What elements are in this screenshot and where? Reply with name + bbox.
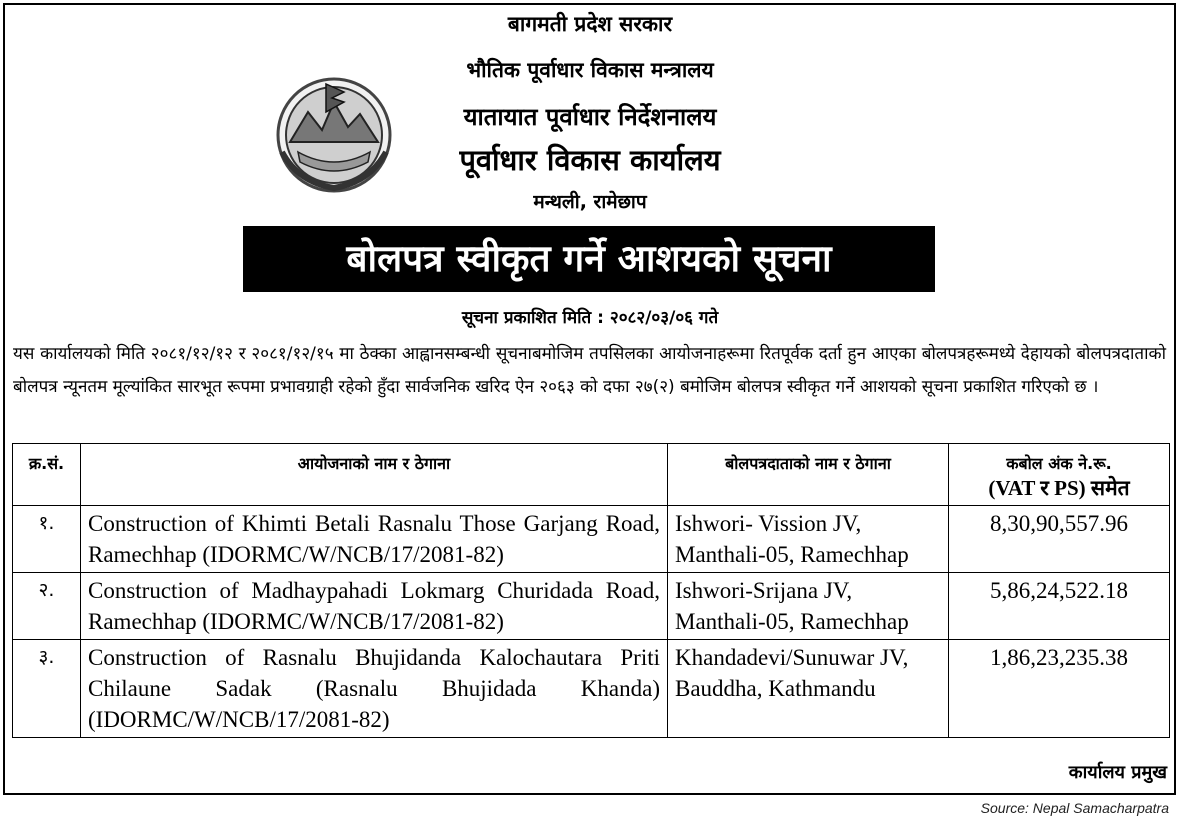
notice-body: यस कार्यालयको मिति २०८१/१२/१२ र २०८१/१२/१५ मा ठेक्का आह्वानसम्बन्धी सूचनाबमोजिम तपसिलका आयोजनाहरूमा रितपूर्वक दर्ता हुन आएका बोलपत्रहरूमध्ये देहायको बोलपत्रदाताको बोलपत्र न्यूनतम मूल्यांकित सारभूत रूपमा प्रभावग्राही रहेको हुँदा सार्वजनिक खरिद ऐन २०६३ को दफा २७(२) बमोजिम बोलपत्र स्वीकृत गर्ने आशयको सूचना प्रकाशित गरिएको छ । (13, 344, 1166, 397)
row-bidder (668, 640, 949, 738)
row-project: Construction of Madhaypahadi Lokmarg Churidada Road, Ramechhap (IDORMC/W/NCB/17/2081-82) (81, 573, 668, 640)
header-amount-sub: (VAT र PS) समेत (988, 476, 1130, 500)
row-amount: 8,30,90,557.96 (949, 506, 1170, 573)
row-bidder (668, 573, 949, 640)
row-bidder (668, 506, 949, 573)
row-amount: 5,86,24,522.18 (949, 573, 1170, 640)
header-sn: क्र.सं. (13, 444, 81, 506)
bidder-address: Bauddha, Kathmandu (675, 676, 876, 701)
header-location: मन्थली, रामेछाप (533, 191, 647, 213)
bidder-name: Khandadevi/Sunuwar JV, (675, 645, 909, 670)
header-amount (949, 444, 1170, 506)
signature-office-chief: कार्यालय प्रमुख (1068, 762, 1167, 783)
publish-date: सूचना प्रकाशित मिति : २०८२/०३/०६ गते (461, 308, 719, 328)
bidder-name: Ishwori-Srijana JV, (675, 578, 853, 603)
table-row (13, 506, 1170, 573)
row-project: Construction of Rasnalu Bhujidanda Kalochautara Priti Chilaune Sadak (Rasnalu Bhujidada Khanda) (IDORMC/W/NCB/17/2081-82) (81, 640, 668, 738)
header-project: आयोजनाको नाम र ठेगाना (81, 444, 668, 506)
table-row (13, 573, 1170, 640)
row-sn: ३. (13, 640, 81, 738)
header-ministry: भौतिक पूर्वाधार विकास मन्त्रालय (466, 58, 714, 82)
row-sn: १. (13, 506, 81, 573)
header-province: बागमती प्रदेश सरकार (507, 12, 673, 36)
bidder-address: Manthali-05, Ramechhap (675, 542, 909, 567)
row-project: Construction of Khimti Betali Rasnalu Those Garjang Road, Ramechhap (IDORMC/W/NCB/17/2081-82) (81, 506, 668, 573)
row-sn: २. (13, 573, 81, 640)
header-amount-label: कबोल अंक ने.रू. (1006, 454, 1112, 473)
source-credit: Source: Nepal Samacharpatra (980, 800, 1169, 816)
table-header-row (13, 444, 1170, 506)
header-directorate: यातायात पूर्वाधार निर्देशनालय (463, 103, 717, 131)
award-table (12, 443, 1170, 738)
row-amount: 1,86,23,235.38 (949, 640, 1170, 738)
bidder-address: Manthali-05, Ramechhap (675, 609, 909, 634)
table-row (13, 640, 1170, 738)
header-bidder: बोलपत्रदाताको नाम र ठेगाना (668, 444, 949, 506)
bidder-name: Ishwori- Vission JV, (675, 511, 862, 536)
header-office: पूर्वाधार विकास कार्यालय (459, 143, 721, 177)
notice-title: बोलपत्र स्वीकृत गर्ने आशयको सूचना (243, 226, 935, 292)
